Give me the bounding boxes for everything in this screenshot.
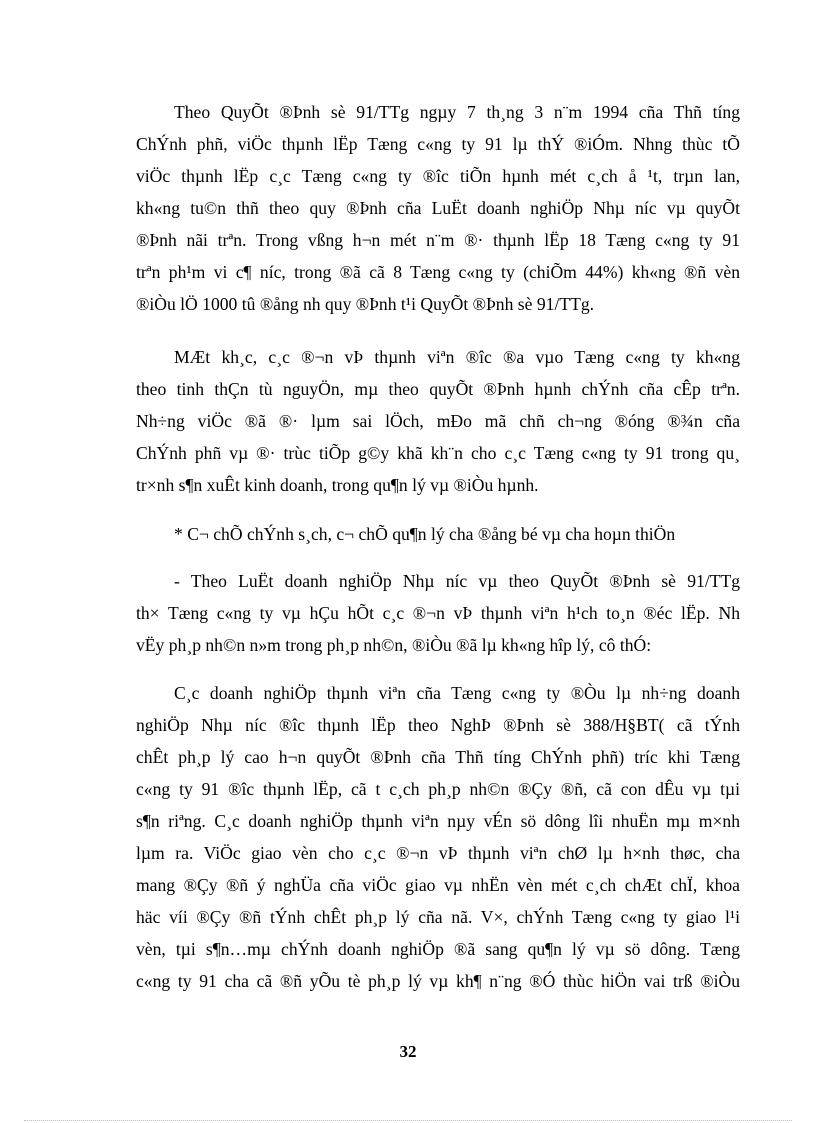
paragraph-line: viÖc thµnh lËp c¸c Tæng c«ng ty ®îc tiÕn hµnh mét c¸ch å ¹t, trµn lan, bbox=[136, 166, 740, 186]
paragraph-line: Theo QuyÕt ®Þnh sè 91/TTg ngµy 7 th¸ng 3 n¨m 1994 cña Thñ tíng bbox=[174, 102, 740, 122]
paragraph-line: chÊt ph¸p lý cao h¬n quyÕt ®Þnh cña Thñ tíng ChÝnh phñ) tríc khi Tæng bbox=[136, 747, 740, 767]
paragraph-line: häc víi ®Çy ®ñ tÝnh chÊt ph¸p lý cña nã. V×, chÝnh Tæng c«ng ty giao l¹i bbox=[136, 907, 740, 927]
paragraph-line: ®iÒu lÖ 1000 tû ®ång nh quy ®Þnh t¹i QuyÕt ®Þnh sè 91/TTg. bbox=[136, 294, 595, 314]
paragraph-line: th× Tæng c«ng ty vµ hÇu hÕt c¸c ®¬n vÞ thµnh viªn h¹ch to¸n ®éc lËp. Nh bbox=[136, 603, 740, 623]
paragraph-line: c«ng ty 91 ®îc thµnh lËp, cã t c¸ch ph¸p nh©n ®Çy ®ñ, cã con dÊu vµ tµi bbox=[136, 779, 740, 799]
paragraph-line: tr×nh s¶n xuÊt kinh doanh, trong qu¶n lý vµ ®iÒu hµnh. bbox=[136, 475, 539, 495]
paragraph-line: lµm ra. ViÖc giao vèn cho c¸c ®¬n vÞ thµnh viªn chØ lµ h×nh thøc, cha bbox=[136, 843, 740, 863]
paragraph-line: C¸c doanh nghiÖp thµnh viªn cña Tæng c«ng ty ®Òu lµ nh÷ng doanh bbox=[174, 683, 740, 703]
paragraph-line: trªn ph¹m vi c¶ níc, trong ®ã cã 8 Tæng c«ng ty (chiÕm 44%) kh«ng ®ñ vèn bbox=[136, 262, 740, 282]
paragraph-line: vËy ph¸p nh©n n»m trong ph¸p nh©n, ®iÒu ®ã lµ kh«ng hîp lý, cô thÓ: bbox=[136, 635, 652, 655]
paragraph-2 bbox=[136, 341, 740, 501]
paragraph-line: theo tinh thÇn tù nguyÖn, mµ theo quyÕt ®Þnh hµnh chÝnh cña cÊp trªn. bbox=[136, 379, 740, 399]
paragraph-line: mang ®Çy ®ñ ý nghÜa cña viÖc giao vµ nhËn vèn mét c¸ch chÆt chÏ, khoa bbox=[136, 875, 740, 895]
paragraph-line: Nh÷ng viÖc ®ã ®· lµm sai lÖch, mÐo mã chñ ch¬ng ®óng ®¾n cña bbox=[136, 411, 740, 431]
paragraph-line: ®Þnh nãi trªn. Trong vßng h¬n mét n¨m ®· thµnh lËp 18 Tæng c«ng ty 91 bbox=[136, 230, 740, 250]
paragraph-line: s¶n riªng. C¸c doanh nghiÖp thµnh viªn nµy vÉn sö dông lîi nhuËn mµ m×nh bbox=[136, 811, 740, 831]
paragraph-line: c«ng ty 91 cha cã ®ñ yÕu tè ph¸p lý vµ kh¶ n¨ng ®Ó thùc hiÖn vai trß ®iÒu bbox=[136, 971, 740, 991]
paragraph-line: ChÝnh phñ vµ ®· trùc tiÕp g©y khã kh¨n cho c¸c Tæng c«ng ty 91 trong qu¸ bbox=[136, 443, 740, 463]
paragraph-3 bbox=[136, 565, 740, 661]
heading-line: * C¬ chÕ chÝnh s¸ch, c¬ chÕ qu¶n lý cha ®ång bé vµ cha hoµn thiÖn bbox=[174, 524, 676, 544]
page-bottom-divider bbox=[24, 1120, 792, 1121]
paragraph-4 bbox=[136, 677, 740, 997]
paragraph-line: ChÝnh phñ, viÖc thµnh lËp Tæng c«ng ty 91 lµ thÝ ®iÓm. Nhng thùc tÕ bbox=[136, 134, 740, 154]
paragraph-line: nghiÖp Nhµ níc ®îc thµnh lËp theo NghÞ ®Þnh sè 388/H§BT( cã tÝnh bbox=[136, 715, 740, 735]
section-heading bbox=[136, 518, 740, 550]
paragraph-line: kh«ng tu©n thñ theo quy ®Þnh cña LuËt doanh nghiÖp Nhµ níc vµ quyÕt bbox=[136, 198, 740, 218]
page-number: 32 bbox=[399, 1042, 417, 1061]
paragraph-1 bbox=[136, 96, 740, 320]
paragraph-line: MÆt kh¸c, c¸c ®¬n vÞ thµnh viªn ®îc ®a vµo Tæng c«ng ty kh«ng bbox=[174, 347, 740, 367]
paragraph-line: vèn, tµi s¶n…mµ chÝnh doanh nghiÖp ®ã sang qu¶n lý vµ sö dông. Tæng bbox=[136, 939, 740, 959]
paragraph-line: - Theo LuËt doanh nghiÖp Nhµ níc vµ theo QuyÕt ®Þnh sè 91/TTg bbox=[174, 571, 740, 591]
